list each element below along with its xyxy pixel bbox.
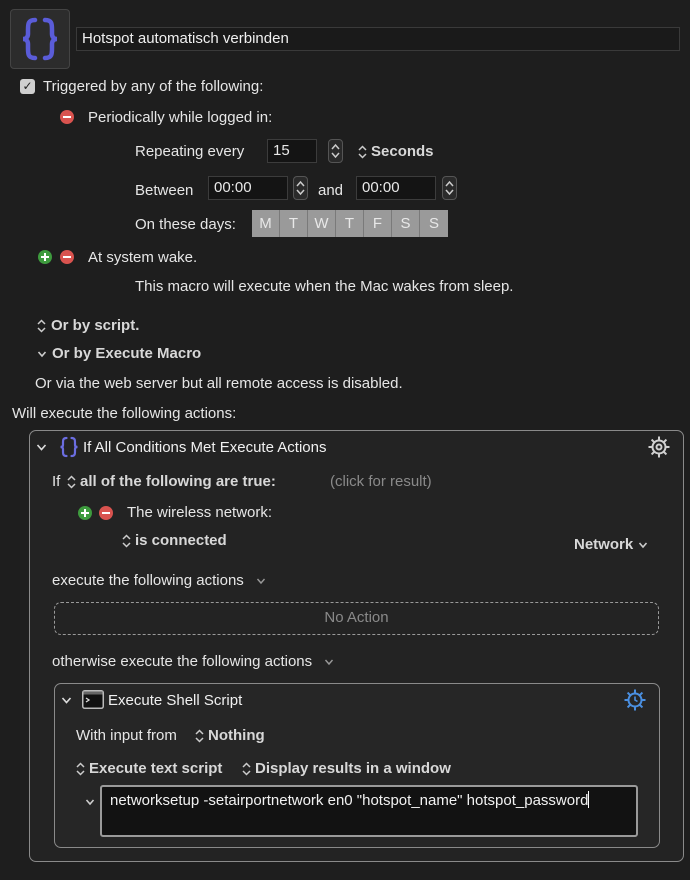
unit-selector[interactable]: [358, 143, 434, 160]
days-label: On these days:: [135, 216, 236, 233]
triggered-checkbox[interactable]: ✓: [20, 79, 35, 94]
actions-header: Will execute the following actions:: [12, 405, 237, 422]
chevron-updown-icon: [195, 729, 204, 743]
condition-state-label: is connected: [135, 532, 227, 549]
start-time-input[interactable]: 00:00: [208, 176, 288, 200]
input-from-label: With input from: [76, 727, 177, 744]
chevron-updown-icon: [358, 145, 367, 159]
if-action-gear-icon[interactable]: [647, 435, 671, 459]
macro-title-input[interactable]: Hotspot automatisch verbinden: [76, 27, 680, 51]
day-wednesday[interactable]: W: [308, 210, 336, 237]
periodic-trigger-label: Periodically while logged in:: [88, 109, 273, 126]
input-source-selector[interactable]: [195, 727, 265, 744]
else-actions-label: otherwise execute the following actions: [52, 653, 313, 670]
repeating-stepper[interactable]: [328, 139, 343, 163]
script-mode-selector[interactable]: [76, 760, 222, 777]
chevron-down-icon: [36, 442, 47, 452]
script-expand-icon[interactable]: [85, 797, 95, 807]
click-for-result[interactable]: (click for result): [330, 473, 432, 490]
between-label: Between: [135, 182, 194, 199]
remove-periodic-trigger-icon[interactable]: [60, 110, 74, 124]
gear-icon: [647, 435, 671, 459]
input-source-label: Nothing: [208, 727, 265, 744]
chevron-down-icon: [324, 657, 334, 667]
day-monday[interactable]: M: [252, 210, 280, 237]
if-collapse-icon[interactable]: [36, 442, 47, 452]
if-label: If: [52, 473, 61, 490]
stepper-arrows-icon: [331, 143, 340, 159]
gear-icon: [623, 688, 647, 712]
text-cursor: [588, 791, 589, 808]
macro-icon[interactable]: [10, 9, 70, 69]
condition-mode-selector[interactable]: [67, 473, 276, 490]
unit-label: Seconds: [371, 143, 434, 160]
remove-wake-trigger-icon[interactable]: [60, 250, 74, 264]
no-action-dropzone[interactable]: No Action: [54, 602, 659, 635]
days-selector: [252, 210, 448, 237]
curly-braces-icon: [18, 16, 62, 62]
start-time-stepper[interactable]: [293, 176, 308, 200]
or-by-execute-macro-label: Or by Execute Macro: [52, 345, 202, 362]
condition-state-selector[interactable]: [122, 532, 227, 549]
chevron-updown-icon: [37, 319, 46, 333]
chevron-down-icon: [85, 797, 95, 807]
stepper-arrows-icon: [445, 180, 454, 196]
network-dropdown[interactable]: [574, 536, 648, 553]
script-editor[interactable]: [100, 785, 638, 837]
script-mode-label: Execute text script: [89, 760, 223, 777]
chevron-updown-icon: [76, 762, 85, 776]
network-dropdown-label: Network: [574, 536, 634, 553]
output-mode-selector[interactable]: [242, 760, 451, 777]
remove-condition-icon[interactable]: [99, 506, 113, 520]
day-tuesday[interactable]: T: [280, 210, 308, 237]
then-actions-toggle[interactable]: [52, 572, 266, 589]
chevron-down-icon: [638, 540, 648, 550]
then-actions-label: execute the following actions: [52, 572, 244, 589]
if-action-title: If All Conditions Met Execute Actions: [83, 439, 327, 456]
repeating-input[interactable]: 15: [267, 139, 317, 163]
end-time-input[interactable]: 00:00: [356, 176, 436, 200]
chevron-down-icon: [37, 349, 47, 359]
stepper-arrows-icon: [296, 180, 305, 196]
condition-label: The wireless network:: [127, 504, 273, 521]
output-mode-label: Display results in a window: [255, 760, 451, 777]
curly-braces-icon: [58, 436, 80, 458]
add-trigger-icon[interactable]: [38, 250, 52, 264]
day-thursday[interactable]: T: [336, 210, 364, 237]
or-by-execute-macro-toggle[interactable]: [37, 345, 201, 362]
end-time-stepper[interactable]: [442, 176, 457, 200]
day-saturday[interactable]: S: [392, 210, 420, 237]
chevron-updown-icon: [242, 762, 251, 776]
chevron-down-icon: [61, 695, 72, 705]
or-by-script-toggle[interactable]: [37, 317, 139, 334]
shell-collapse-icon[interactable]: [61, 695, 72, 705]
condition-mode-label: all of the following are true:: [80, 473, 276, 490]
add-condition-icon[interactable]: [78, 506, 92, 520]
shell-script-title: Execute Shell Script: [108, 692, 243, 709]
script-text: networksetup -setairportnetwork en0 "hotspot_name" hotspot_password: [110, 792, 589, 809]
day-sunday[interactable]: S: [420, 210, 448, 237]
wake-trigger-label: At system wake.: [88, 249, 198, 266]
chevron-down-icon: [256, 576, 266, 586]
triggers-header: Triggered by any of the following:: [43, 78, 264, 95]
chevron-updown-icon: [67, 475, 76, 489]
else-actions-toggle[interactable]: [52, 653, 334, 670]
chevron-updown-icon: [122, 534, 131, 548]
if-action-icon: [58, 436, 80, 458]
and-label: and: [318, 182, 344, 199]
day-friday[interactable]: F: [364, 210, 392, 237]
repeating-label: Repeating every: [135, 143, 245, 160]
terminal-icon: [82, 690, 104, 709]
wake-description: This macro will execute when the Mac wakes from sleep.: [135, 278, 514, 295]
web-server-note: Or via the web server but all remote access is disabled.: [35, 375, 403, 392]
or-by-script-label: Or by script.: [51, 317, 140, 334]
shell-gear-icon[interactable]: [623, 688, 647, 712]
